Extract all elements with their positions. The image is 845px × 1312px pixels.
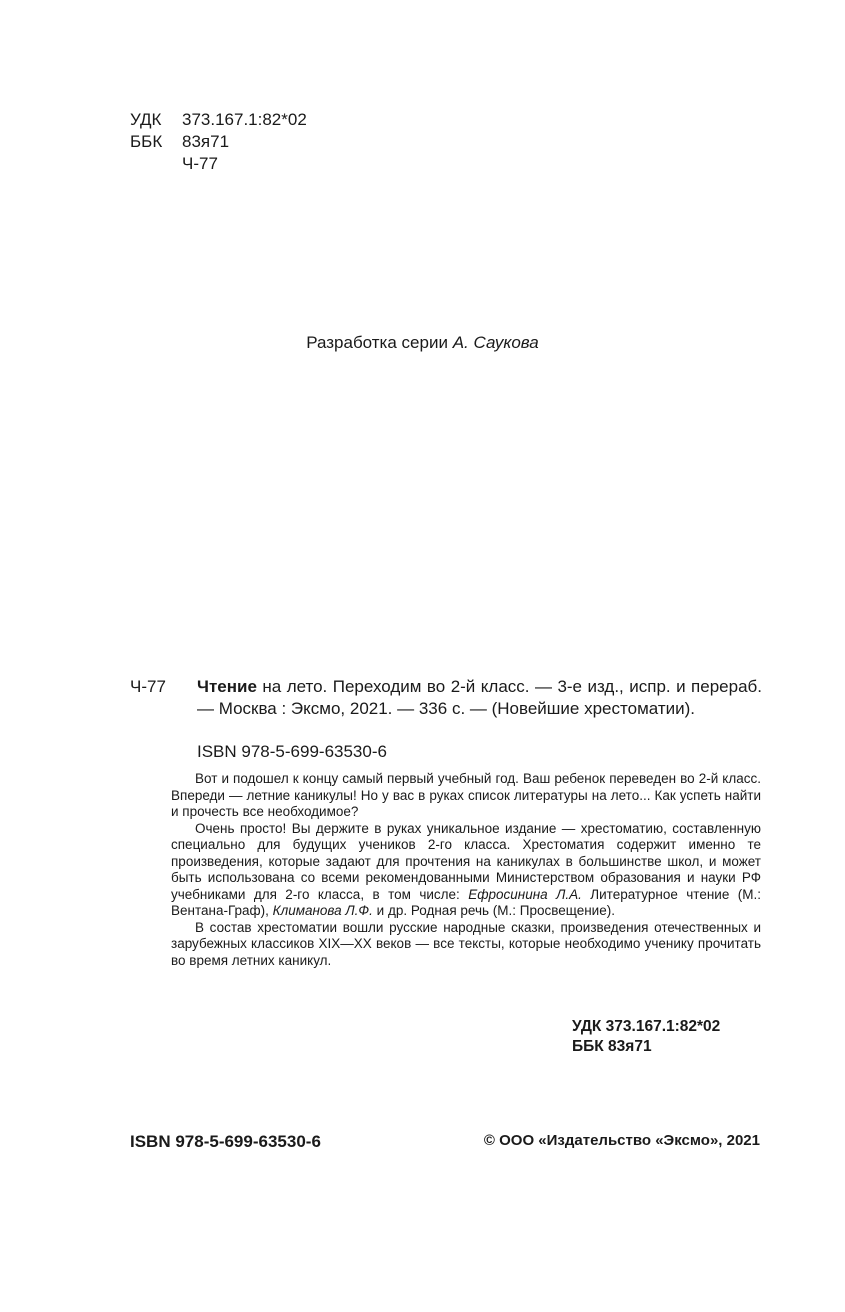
classification-block [130,109,307,175]
entry-isbn: ISBN 978-5-699-63530-6 [197,742,387,761]
abstract-paragraph-3: В состав хрестоматии вошли русские народные сказки, произведения отечественных и зарубежных классиков XIX—XX веков — все тексты, которые необходимо ученику прочитать во время летних каникул. [171,919,761,968]
entry-description [197,676,762,720]
abstract-paragraph-1: Вот и подошел к концу самый первый учебный год. Ваш ребенок переведен во 2-й класс. Впереди — летние каникулы! Но у вас в руках список литературы на лето... Как успеть найти и прочесть все необходимое? [171,771,761,819]
udk-label: УДК [130,110,162,129]
entry-code: Ч-77 [130,677,166,696]
author-mark-row [130,153,307,175]
udk-value: 373.167.1:82*02 [182,110,307,129]
author-mark: Ч-77 [182,154,218,173]
series-prefix: Разработка серии [306,333,448,352]
series-credit [0,333,845,353]
bbk-row [130,131,307,153]
udk-row [130,109,307,131]
series-author: А. Саукова [452,333,539,352]
bold-bbk: ББК 83я71 [572,1038,652,1055]
abstract [171,771,761,969]
abstract-paragraph-2: Очень просто! Вы держите в руках уникальное издание — хрестоматию, составленную специально для будущих учеников 2-го класса. Хрестоматия содержит именно те произведения, которые задают для прочтения на каникулах в большинстве школ, и может быть использована со всеми рекомендованными Министерством образования и науки РФ учебниками для 2-го класса, в том числе: Ефросинина Л.А. Литературное чтение (М.: Вентана-Граф), Климанова Л.Ф. и др. Родная речь (М.: Просвещение). [171,820,761,918]
footer-copyright: © ООО «Издательство «Эксмо», 2021 [483,1132,760,1149]
entry-rest: на лето. Переходим во 2-й класс. — 3-е изд., испр. и перераб. — Москва : Эксмо, 2021. — 336 с. — (Новейшие хрестоматии). [197,677,762,718]
abstract-author-2: Климанова Л.Ф. [272,903,373,918]
bold-udk: УДК 373.167.1:82*02 [572,1018,721,1035]
bold-classification [572,1017,720,1057]
footer-isbn: ISBN 978-5-699-63530-6 [130,1132,321,1151]
entry-title: Чтение [197,677,257,696]
abstract-author-1: Ефросинина Л.А. [468,886,582,902]
bbk-label: ББК [130,132,163,151]
bbk-value: 83я71 [182,132,230,151]
